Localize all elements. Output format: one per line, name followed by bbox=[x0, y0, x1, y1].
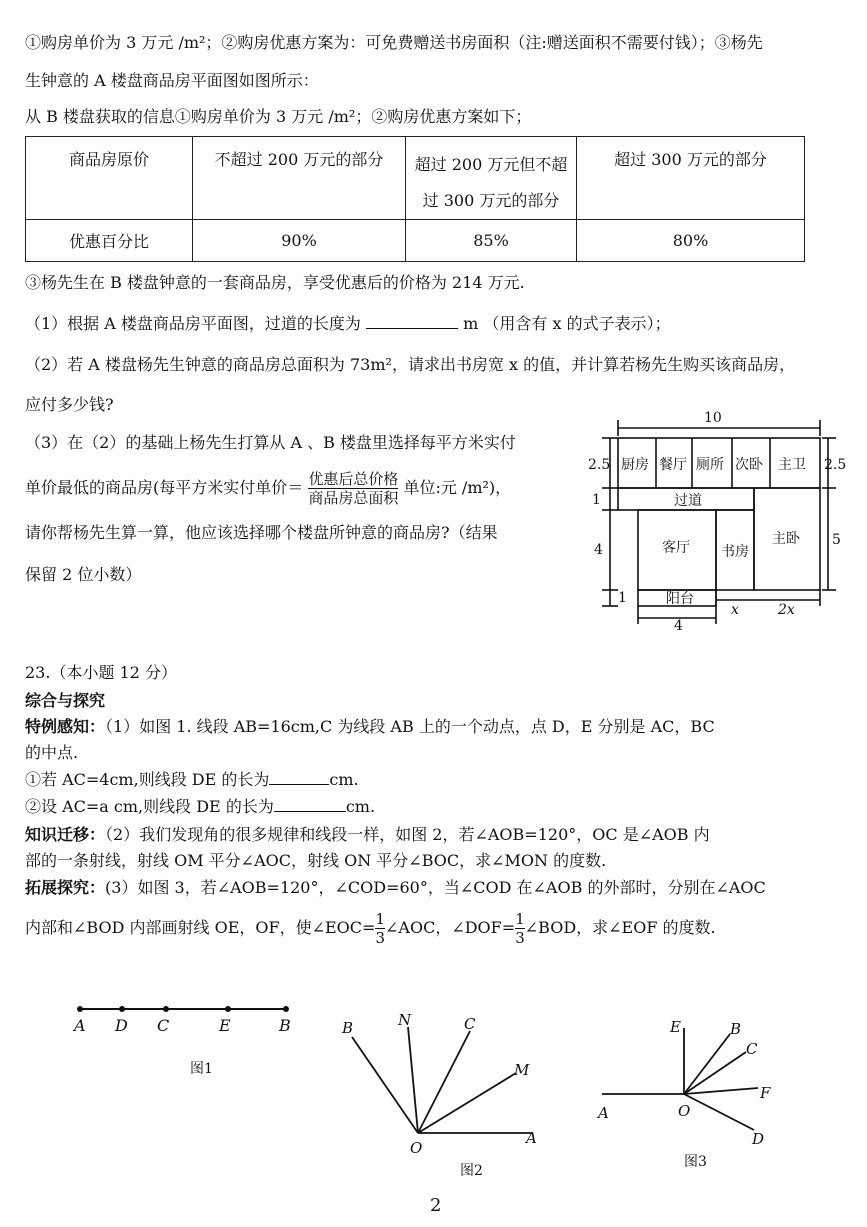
q23-part-3-text-b: ∠AOC，∠DOF= bbox=[385, 918, 516, 937]
room-second-bedroom: 次卧 bbox=[735, 457, 763, 473]
answer-blank bbox=[366, 314, 458, 329]
question-3-unit: 单位:元 /m²)， bbox=[403, 478, 512, 497]
point-label-b: B bbox=[279, 1016, 291, 1035]
q23-part-2-text: （2）我们发现角的很多规律和线段一样，如图 2，若∠AOB=120°，OC 是∠AOB 内 bbox=[105, 825, 710, 844]
q23-part-3 bbox=[25, 877, 766, 899]
question-3-line-1: （3）在（2）的基础上杨先生打算从 A 、B 楼盘里选择每平方米实付 bbox=[25, 433, 516, 452]
q23-part-2-cont: 部的一条射线，射线 OM 平分∠AOC，射线 ON 平分∠BOC，求∠MON 的度数. bbox=[25, 851, 607, 870]
ray-label-c: C bbox=[464, 1015, 476, 1033]
point-label-e: E bbox=[219, 1016, 231, 1035]
room-master-bath: 主卫 bbox=[778, 457, 806, 473]
intro-line-4: ③杨先生在 B 楼盘钟意的一套商品房，享受优惠后的价格为 214 万元. bbox=[25, 273, 525, 292]
ray-label-b: B bbox=[730, 1020, 742, 1038]
q23-part-1-label: 特例感知： bbox=[25, 717, 106, 736]
figure-2-angles bbox=[330, 1005, 560, 1180]
dim-bottom-x: x bbox=[731, 602, 739, 618]
intro-line-3: 从 B 楼盘获取的信息①购房单价为 3 万元 /m²；②购房优惠方案如下； bbox=[25, 107, 532, 126]
dim-right-top: 2.5 bbox=[824, 457, 846, 473]
dim-right-master: 5 bbox=[832, 532, 841, 548]
dim-top: 10 bbox=[704, 410, 722, 426]
question-2-line-2: 应付多少钱? bbox=[25, 395, 114, 414]
table-cell: 85% bbox=[406, 220, 577, 262]
q23-part-3-cont bbox=[25, 908, 716, 948]
table-header-text: 超过 200 万元但不超 bbox=[414, 155, 568, 174]
table-header-cell: 超过 300 万元的部分 bbox=[577, 137, 805, 220]
room-dining: 餐厅 bbox=[659, 457, 687, 473]
q23-title: 23.（本小题 12 分） bbox=[25, 663, 177, 682]
q23-part-1-d bbox=[25, 796, 375, 818]
discount-table bbox=[25, 136, 805, 262]
intro-line-1: ①购房单价为 3 万元 /m²；②购房优惠方案为：可免费赠送书房面积（注:赠送面积不需要付钱）；③杨先 bbox=[25, 33, 763, 52]
ray-label-c: C bbox=[746, 1040, 758, 1058]
point-label-c: C bbox=[157, 1016, 170, 1035]
figure-3-angles bbox=[590, 1012, 790, 1172]
fraction-denominator: 商品房总面积 bbox=[308, 489, 399, 507]
q23-part-3-text-a: 内部和∠BOD 内部画射线 OE，OF，使∠EOC= bbox=[25, 918, 376, 937]
point-label-a: A bbox=[74, 1016, 86, 1035]
dim-left-mid: 1 bbox=[592, 492, 601, 508]
figure-3-caption: 图3 bbox=[684, 1154, 707, 1170]
one-third-fraction bbox=[375, 910, 385, 947]
vertex-label-o: O bbox=[410, 1139, 423, 1157]
question-3-line-2 bbox=[25, 470, 511, 507]
q23-part-1-c bbox=[25, 769, 359, 791]
table-header-cell bbox=[406, 137, 577, 220]
question-3-line-4: 保留 2 位小数） bbox=[25, 565, 142, 584]
table-cell: 优惠百分比 bbox=[26, 220, 193, 262]
q23-part-1-c-unit: cm. bbox=[329, 770, 359, 789]
question-3-line-3: 请你帮杨先生算一算，他应该选择哪个楼盘所钟意的商品房?（结果 bbox=[25, 523, 498, 542]
room-corridor: 过道 bbox=[674, 493, 702, 509]
table-row bbox=[26, 220, 805, 262]
unit-price-fraction bbox=[308, 470, 398, 507]
q23-part-1-text: （1）如图 1. 线段 AB=16cm,C 为线段 AB 上的一个动点，点 D，E 分别是 AC，BC bbox=[105, 717, 715, 736]
intro-line-2: 生钟意的 A 楼盘商品房平面图如图所示： bbox=[25, 71, 319, 90]
q23-subtitle: 综合与探究 bbox=[25, 691, 106, 710]
fraction-numerator: 优惠后总价格 bbox=[308, 470, 399, 488]
room-toilet: 厕所 bbox=[696, 457, 724, 473]
ray-label-m: M bbox=[514, 1061, 530, 1079]
ray-label-d: D bbox=[752, 1130, 765, 1148]
room-kitchen: 厨房 bbox=[621, 457, 649, 473]
dim-left-living: 4 bbox=[594, 542, 603, 558]
question-1-unit: m （用含有 x 的式子表示）； bbox=[463, 314, 671, 333]
dim-bottom-2x: 2x bbox=[778, 602, 795, 618]
question-2-line-1: （2）若 A 楼盘杨先生钟意的商品房总面积为 73m²，请求出书房宽 x 的值，并计算若杨先生购买该商品房， bbox=[25, 355, 796, 374]
q23-part-1-cont: 的中点. bbox=[25, 743, 79, 762]
answer-blank bbox=[269, 770, 329, 785]
table-header-cell: 不超过 200 万元的部分 bbox=[193, 137, 406, 220]
q23-part-2 bbox=[25, 824, 710, 846]
ray-label-b: B bbox=[342, 1019, 354, 1037]
vertex-label-o: O bbox=[678, 1102, 691, 1120]
ray-label-e: E bbox=[670, 1018, 681, 1036]
fraction-numerator: 1 bbox=[515, 910, 525, 928]
q23-part-1-d-unit: cm. bbox=[345, 797, 376, 816]
fraction-denominator: 3 bbox=[375, 929, 385, 947]
q23-part-1 bbox=[25, 716, 715, 738]
answer-blank bbox=[274, 797, 346, 812]
figure-1-caption: 图1 bbox=[190, 1061, 213, 1077]
table-cell: 90% bbox=[193, 220, 406, 262]
table-header-cell: 商品房原价 bbox=[26, 137, 193, 220]
page-number: 2 bbox=[430, 1195, 442, 1216]
table-row bbox=[26, 137, 805, 220]
room-study: 书房 bbox=[721, 544, 749, 560]
fraction-numerator: 1 bbox=[375, 910, 385, 928]
figure-1-segment bbox=[60, 995, 310, 1085]
dim-left-bottom: 1 bbox=[618, 590, 627, 606]
q23-part-3-label: 拓展探究： bbox=[25, 878, 106, 897]
ray-label-n: N bbox=[398, 1011, 412, 1029]
table-cell: 80% bbox=[577, 220, 805, 262]
room-master-bedroom: 主卧 bbox=[772, 531, 800, 547]
ray-label-a: A bbox=[526, 1129, 537, 1147]
fraction-denominator: 3 bbox=[515, 929, 525, 947]
dim-bottom-4: 4 bbox=[674, 618, 683, 632]
ray-label-f: F bbox=[760, 1084, 771, 1102]
q23-part-3-text: (3）如图 3，若∠AOB=120°，∠COD=60°，当∠COD 在∠AOB 的外部时，分别在∠AOC bbox=[105, 878, 766, 897]
figure-2-caption: 图2 bbox=[460, 1163, 483, 1179]
question-1 bbox=[25, 313, 671, 335]
table-header-text-cont: 过 300 万元的部分 bbox=[422, 191, 560, 210]
question-3-text: 单价最低的商品房(每平方米实付单价＝ bbox=[25, 478, 304, 497]
dim-left-top: 2.5 bbox=[588, 457, 611, 473]
q23-part-3-text-c: ∠BOD，求∠EOF 的度数. bbox=[524, 918, 716, 937]
question-1-text: （1）根据 A 楼盘商品房平面图，过道的长度为 bbox=[25, 314, 361, 333]
q23-part-2-label: 知识迁移： bbox=[25, 825, 106, 844]
q23-part-1-c-text: ①若 AC=4cm,则线段 DE 的长为 bbox=[25, 770, 270, 789]
one-third-fraction bbox=[515, 910, 525, 947]
point-label-d: D bbox=[115, 1016, 128, 1035]
floor-plan-figure bbox=[588, 406, 846, 632]
room-balcony: 阳台 bbox=[666, 591, 694, 607]
room-living: 客厅 bbox=[662, 540, 690, 556]
ray-label-a: A bbox=[598, 1104, 609, 1122]
q23-part-1-d-text: ②设 AC=a cm,则线段 DE 的长为 bbox=[25, 797, 274, 816]
